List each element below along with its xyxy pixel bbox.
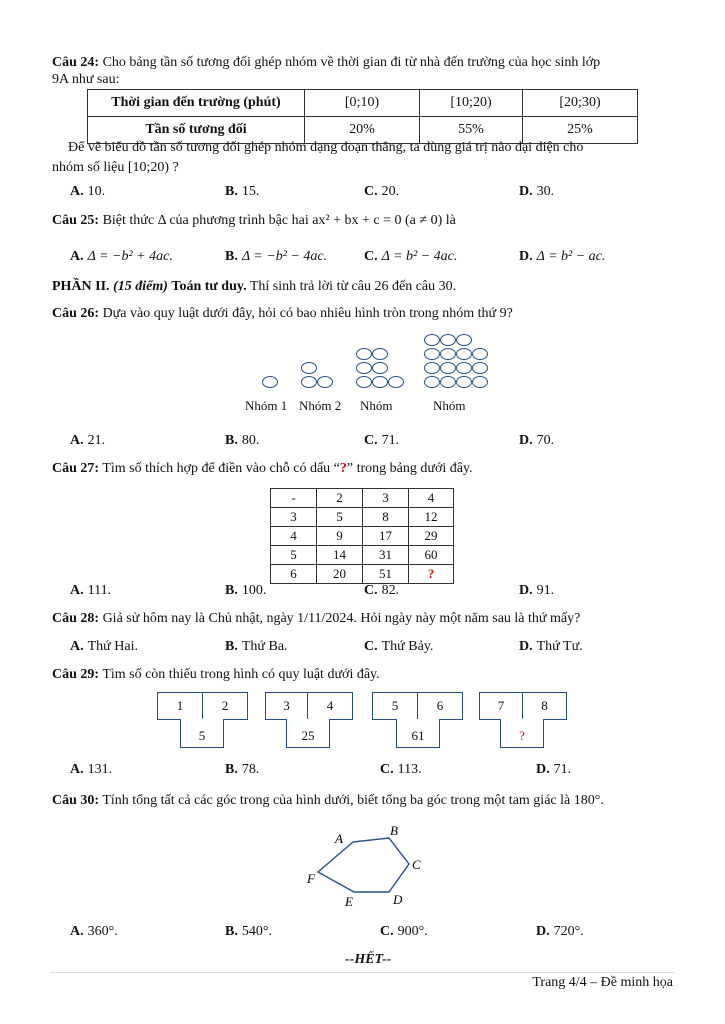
circle [317, 376, 333, 388]
q24-option-b[interactable]: B. 15. [225, 184, 260, 199]
circle [456, 348, 472, 360]
q28-option-d[interactable]: D. Thứ Tư. [519, 639, 583, 654]
q25-option-a[interactable]: A. Δ = −b² + 4ac. [70, 249, 173, 264]
q24-table: Thời gian đến trường (phút) [0;10) [10;20) [20;30) Tần số tương đối 20% 55% 25% [87, 89, 638, 144]
q24-label: Câu 24: [52, 55, 100, 70]
hexagon-figure [296, 820, 436, 912]
circle [472, 376, 488, 388]
vertex-label-c: C [412, 857, 421, 872]
q29-text: Câu 29: Tìm số còn thiếu trong hình có quy luật dưới đây. [52, 667, 380, 682]
circle [472, 362, 488, 374]
q29-option-d[interactable]: D. 71. [536, 762, 572, 777]
q28-text: Câu 28: Giả sử hôm nay là Chủ nhật, ngày 1/11/2024. Hỏi ngày này một năm sau là thứ mấy? [52, 611, 581, 626]
q27-option-c[interactable]: C. 82. [364, 583, 400, 598]
q24-option-a[interactable]: A. 10. [70, 184, 106, 199]
circle [372, 348, 388, 360]
circle [301, 376, 317, 388]
circle [424, 376, 440, 388]
q26-option-a[interactable]: A. 21. [70, 433, 106, 448]
q27-text: Câu 27: Tìm số thích hợp để điền vào chỗ có dấu “?” trong bảng dưới đây. [52, 461, 473, 476]
circle [440, 362, 456, 374]
q30-text: Câu 30: Tính tổng tất cả các góc trong của hình dưới, biết tổng ba góc trong một tam giác là 180°. [52, 793, 604, 808]
q29-option-a[interactable]: A. 131. [70, 762, 113, 777]
q27-option-a[interactable]: A. 111. [70, 583, 112, 598]
vertex-label-f: F [307, 871, 315, 886]
end-marker: --HẾT-- [345, 952, 392, 967]
q30-option-a[interactable]: A. 360°. [70, 924, 118, 939]
q24-option-d[interactable]: D. 30. [519, 184, 555, 199]
footer-divider [50, 972, 675, 973]
circle [356, 348, 372, 360]
q27-option-d[interactable]: D. 91. [519, 583, 555, 598]
group-label-4: Nhóm [433, 398, 466, 413]
q25-option-c[interactable]: C. Δ = b² − 4ac. [364, 249, 458, 264]
q28-option-a[interactable]: A. Thứ Hai. [70, 639, 138, 654]
circle [456, 334, 472, 346]
vertex-label-e: E [345, 894, 353, 909]
circle [440, 376, 456, 388]
q29-option-c[interactable]: C. 113. [380, 762, 422, 777]
page-footer: Trang 4/4 – Đề minh họa [532, 975, 673, 990]
circle [424, 334, 440, 346]
hexagon-shape [318, 838, 409, 892]
q30-option-c[interactable]: C. 900°. [380, 924, 428, 939]
group-label-1: Nhóm 1 [245, 398, 288, 413]
q27-table: - 2 3 4 3 5 8 12 4 9 17 29 5 14 31 60 6 20 51 ? [270, 488, 454, 584]
q25-text: Câu 25: Biệt thức Δ của phương trình bậc hai ax² + bx + c = 0 (a ≠ 0) là [52, 213, 456, 228]
q25-option-b[interactable]: B. Δ = −b² − 4ac. [225, 249, 328, 264]
q30-option-b[interactable]: B. 540°. [225, 924, 272, 939]
q26-text: Câu 26: Dựa vào quy luật dưới đây, hỏi có bao nhiêu hình tròn trong nhóm thứ 9? [52, 306, 513, 321]
missing-value-cell: ? [409, 565, 454, 584]
q28-option-b[interactable]: B. Thứ Ba. [225, 639, 288, 654]
q26-option-d[interactable]: D. 70. [519, 433, 555, 448]
vertex-label-d: D [393, 892, 403, 907]
missing-number-box: ? [500, 719, 544, 748]
q26-option-b[interactable]: B. 80. [225, 433, 260, 448]
vertex-label-b: B [390, 823, 398, 838]
circle [356, 362, 372, 374]
q24-text: Câu 24: Cho bảng tần số tương đối ghép nhóm về thời gian đi từ nhà đến trường của học sinh lớp [52, 55, 601, 70]
vertex-label-a: A [335, 831, 343, 846]
circle [472, 348, 488, 360]
q24-text2: 9A như sau: [52, 72, 120, 87]
q25-option-d[interactable]: D. Δ = b² − ac. [519, 249, 606, 264]
circle [424, 348, 440, 360]
q24-option-c[interactable]: C. 20. [364, 184, 400, 199]
part2-heading: PHẦN II. (15 điểm) Toán tư duy. Thí sinh trả lời từ câu 26 đến câu 30. [52, 279, 457, 294]
circle [456, 376, 472, 388]
circle [424, 362, 440, 374]
group-label-2: Nhóm 2 [299, 398, 342, 413]
q30-option-d[interactable]: D. 720°. [536, 924, 584, 939]
circle [440, 334, 456, 346]
q26-option-c[interactable]: C. 71. [364, 433, 400, 448]
circle [440, 348, 456, 360]
q24-question2: nhóm số liệu [10;20) ? [52, 160, 179, 175]
q28-option-c[interactable]: C. Thứ Bảy. [364, 639, 434, 654]
circle [356, 376, 372, 388]
circle [262, 376, 278, 388]
circle [301, 362, 317, 374]
q24-question: Để vẽ biểu đồ tần số tương đối ghép nhóm dạng đoạn thẳng, ta dùng giá trị nào đại diện cho [68, 140, 584, 155]
group-label-3: Nhóm [360, 398, 393, 413]
circle [372, 362, 388, 374]
q29-option-b[interactable]: B. 78. [225, 762, 260, 777]
circle [456, 362, 472, 374]
q27-option-b[interactable]: B. 100. [225, 583, 267, 598]
circle [372, 376, 388, 388]
circle [388, 376, 404, 388]
